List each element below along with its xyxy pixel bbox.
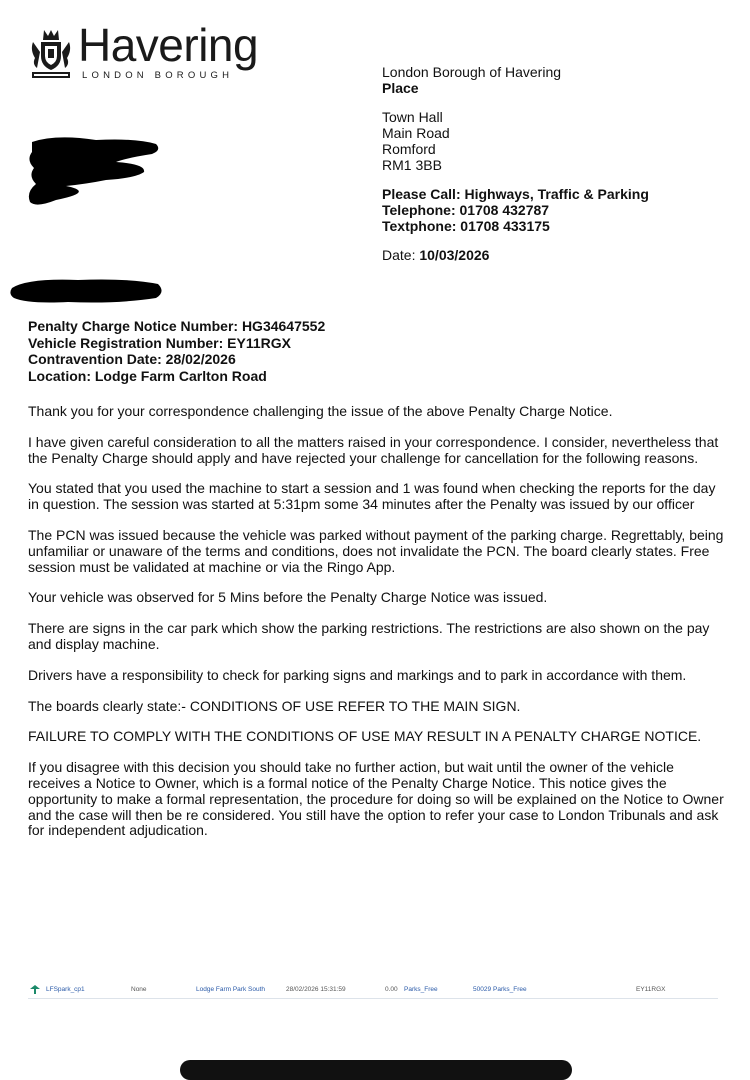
address-line: Romford xyxy=(382,141,436,157)
redacted-recipient-address xyxy=(26,136,162,212)
body-paragraph: You stated that you used the machine to start a session and 1 was found when checking the reports for the day in question. The session was started at 5:31pm some 34 minutes after the Penalty was issued by our officer xyxy=(28,480,716,513)
session-record-row xyxy=(28,982,718,999)
parking-machine-icon xyxy=(30,985,40,994)
session-amount: 0.00 xyxy=(385,986,398,993)
contact-textphone: Textphone: 01708 433175 xyxy=(382,218,550,234)
bottom-handle-bar xyxy=(180,1060,572,1080)
pcn-reference-block xyxy=(28,318,325,384)
body-paragraph: The PCN was issued because the vehicle was parked without payment of the parking charge. Regrettably, being unfamiliar or unaware of the terms and conditions, does not invalidate the PCN. The board clearly states. Free session must be validated at machine or via the Ringo App. xyxy=(28,526,724,575)
sender-address-block xyxy=(382,64,649,263)
tariff-code: 50029 xyxy=(473,986,492,993)
address-line: Main Road xyxy=(382,125,450,141)
machine-id: LFSpark_cp1 xyxy=(46,986,85,993)
body-paragraph: Thank you for your correspondence challenging the issue of the above Penalty Charge Notice. xyxy=(28,403,613,419)
body-paragraph: FAILURE TO COMPLY WITH THE CONDITIONS OF USE MAY RESULT IN A PENALTY CHARGE NOTICE. xyxy=(28,728,702,745)
body-paragraph: The boards clearly state:- CONDITIONS OF USE REFER TO THE MAIN SIGN. xyxy=(28,697,521,714)
body-paragraph: Drivers have a responsibility to check for parking signs and markings and to park in accordance with them. xyxy=(28,666,687,683)
body-paragraph: Your vehicle was observed for 5 Mins before the Penalty Charge Notice was issued. xyxy=(28,589,548,606)
contravention-date: Contravention Date: 28/02/2026 xyxy=(28,351,236,367)
havering-logo xyxy=(28,19,278,86)
address-line: Town Hall xyxy=(382,109,443,125)
body-paragraph: If you disagree with this decision you should take no further action, but wait until the owner of the vehicle receives a Notice to Owner, which is a formal notice of the Penalty Charge Notice. This notice gives the opportunity to make a formal representation, the procedure for doing so will be explained on the Notice to Owner and the case will then be re considered. You still have the option to refer your case to London Tribunals and ask for independent adjudication. xyxy=(28,759,724,839)
date-value: 10/03/2026 xyxy=(419,247,490,263)
address-line: RM1 3BB xyxy=(382,157,442,173)
contact-telephone: Telephone: 01708 432787 xyxy=(382,202,550,218)
session-vrm: EY11RGX xyxy=(636,986,666,993)
sender-org: London Borough of Havering xyxy=(382,64,562,80)
logo-subtitle: LONDON BOROUGH xyxy=(82,70,234,81)
tariff: Parks_Free xyxy=(404,986,438,993)
session-none: None xyxy=(131,986,147,993)
location: Location: Lodge Farm Carlton Road xyxy=(28,367,267,384)
sender-dept: Place xyxy=(382,80,419,96)
body-paragraph: There are signs in the car park which show the parking restrictions. The restrictions are also shown on the pay and display machine. xyxy=(28,620,710,652)
logo-wordmark: Havering xyxy=(78,19,259,71)
body-paragraph: I have given careful consideration to all the matters raised in your correspondence. I consider, nevertheless that the Penalty Charge should apply and have rejected your challenge for cancellation for the following reasons. xyxy=(28,433,719,466)
redacted-recipient-name xyxy=(8,276,164,306)
contact-call: Please Call: Highways, Traffic & Parking xyxy=(382,186,649,202)
coat-of-arms-icon xyxy=(28,28,74,80)
date-label: Date: xyxy=(382,247,420,263)
session-timestamp: 28/02/2026 15:31:59 xyxy=(286,986,346,993)
letter-body xyxy=(28,404,728,854)
letter-date xyxy=(382,247,649,263)
pcn-number: Penalty Charge Notice Number: HG34647552 xyxy=(28,318,326,334)
tariff-secondary: Parks_Free xyxy=(493,986,527,993)
site-name: Lodge Farm Park South xyxy=(196,986,266,993)
vehicle-registration: Vehicle Registration Number: EY11RGX xyxy=(28,334,291,351)
